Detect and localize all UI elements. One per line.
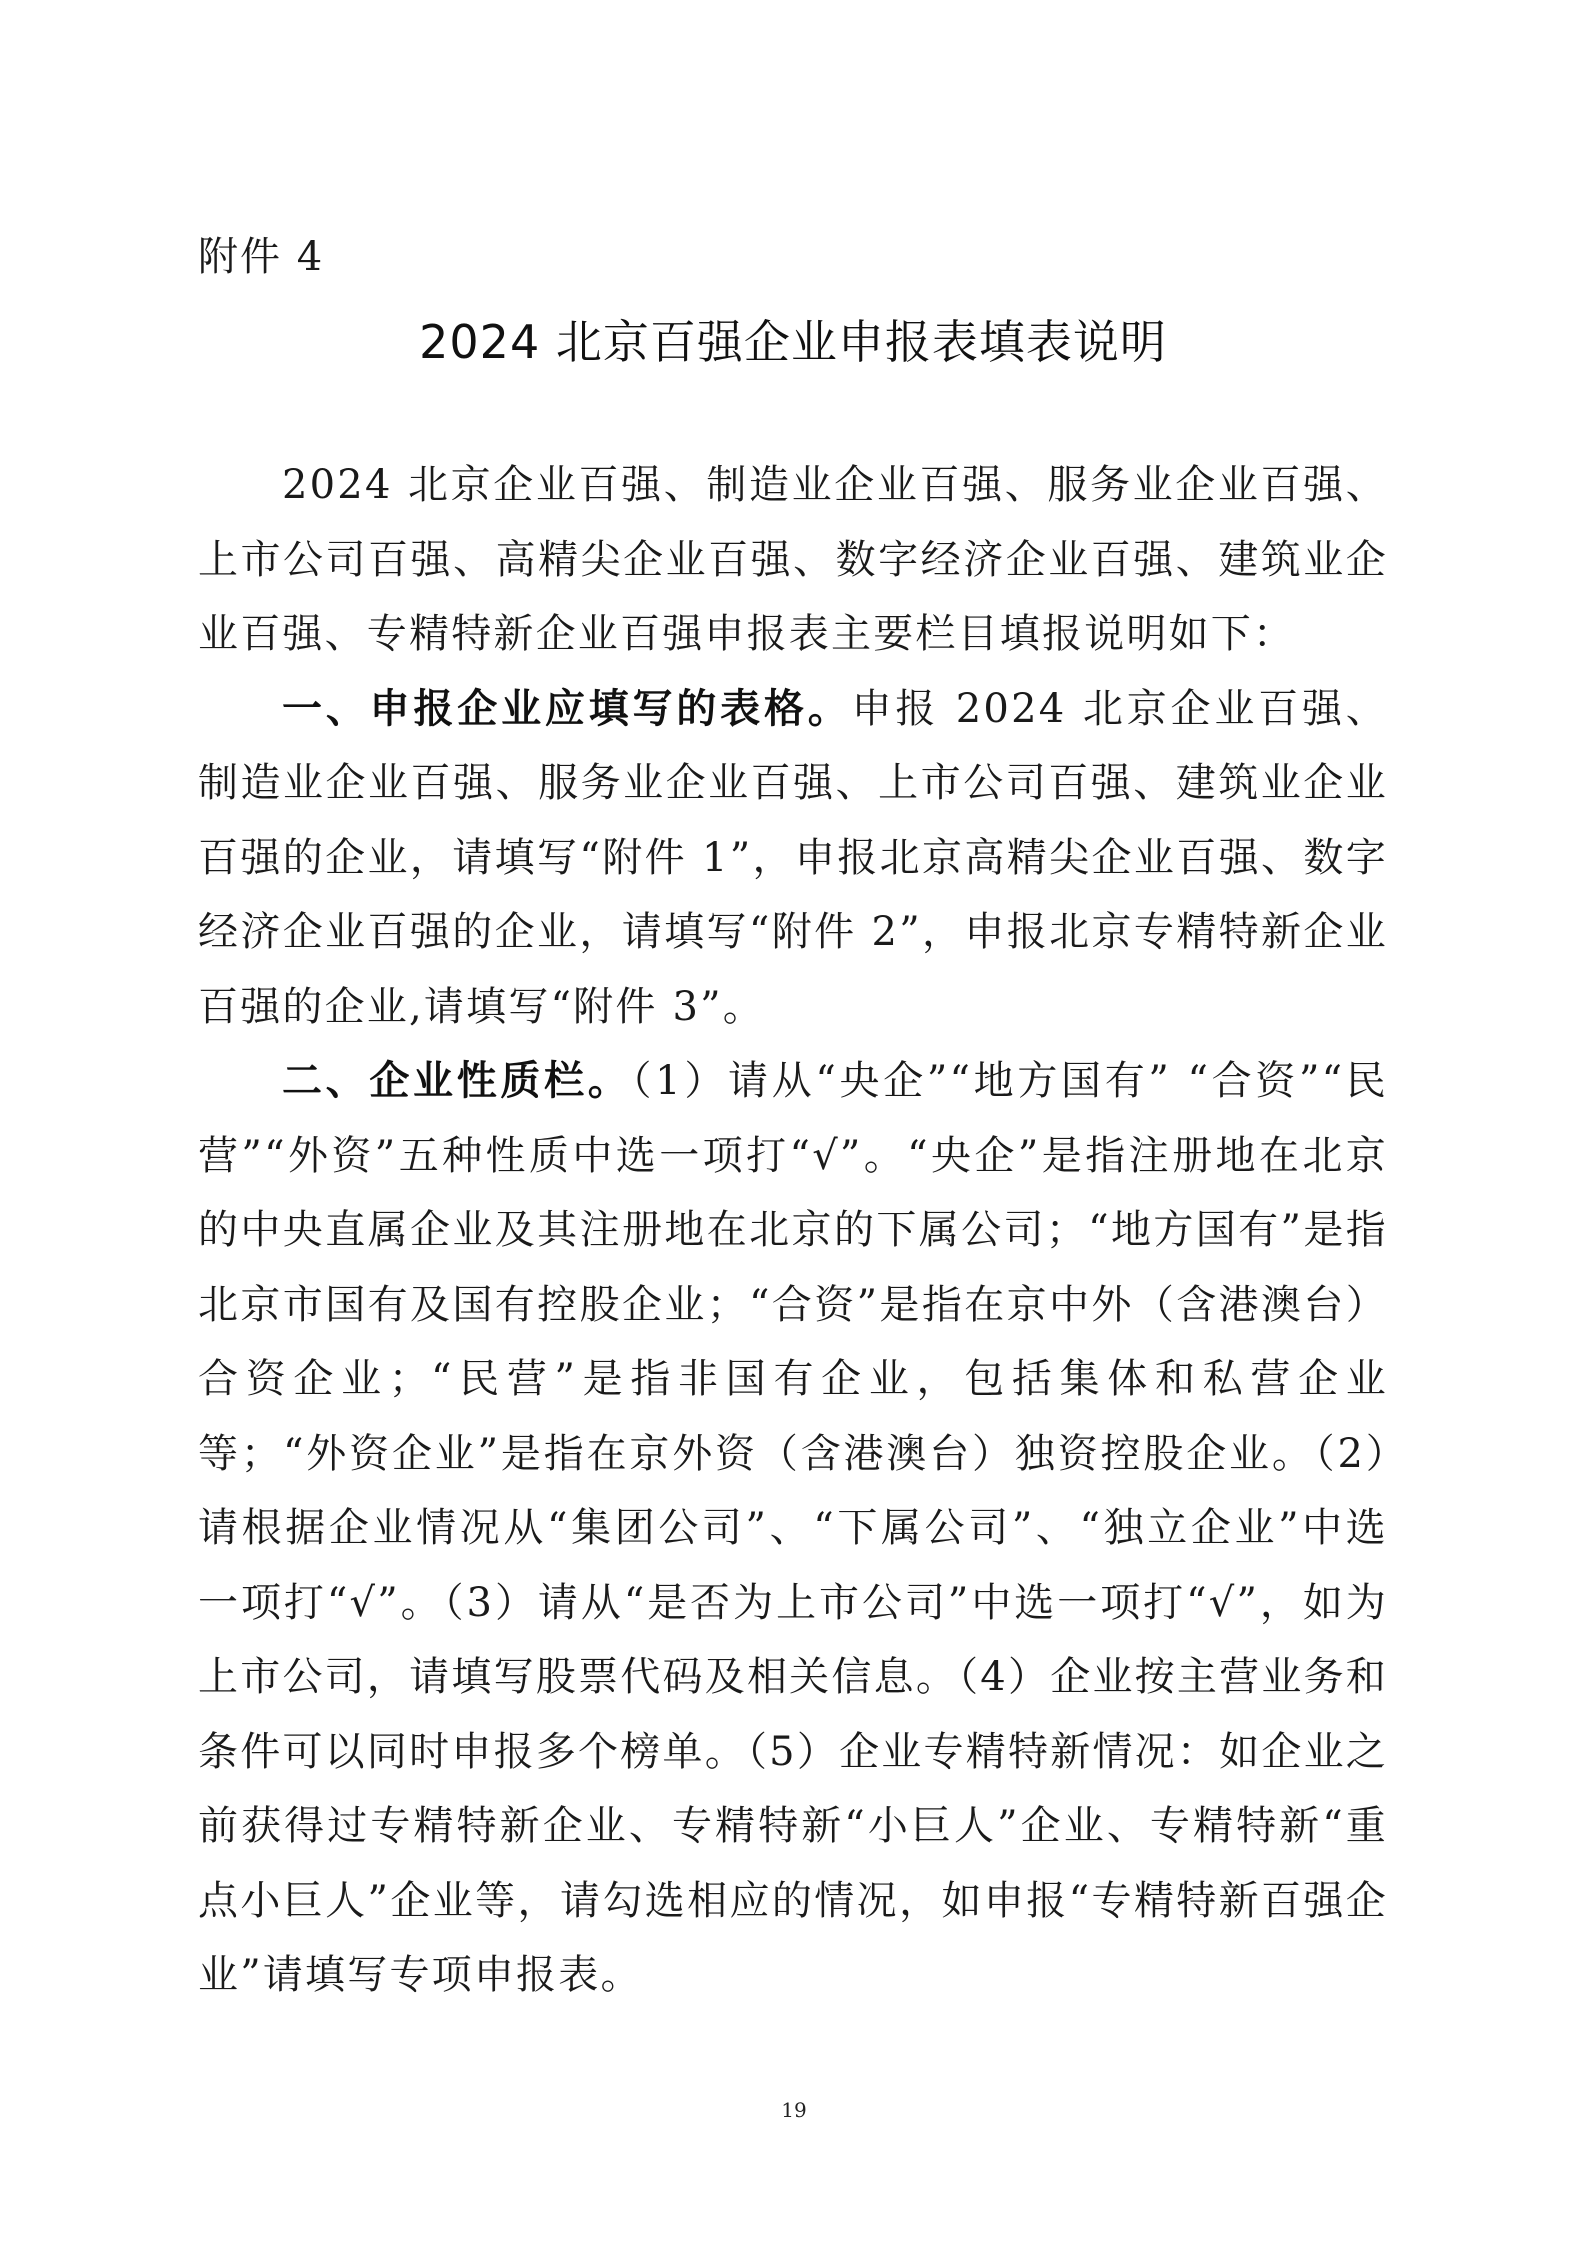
section-1-heading: 一、申报企业应填写的表格。 [282, 685, 852, 732]
section-2-paragraph [198, 1044, 1388, 2013]
paragraph-text: 2024 北京企业百强、制造业企业百强、服务业企业百强、上市公司百强、高精尖企业百强、数字经济企业百强、建筑业企业百强、专精特新企业百强申报表主要栏目填报说明如下： [198, 462, 1388, 657]
document-body [198, 448, 1388, 2013]
document-title: 2024 北京百强企业申报表填表说明 [419, 315, 1167, 369]
section-1-text: 申报 2024 北京企业百强、制造业企业百强、服务业企业百强、上市公司百强、建筑业企业百强的企业，请填写“附件 1”，申报北京高精尖企业百强、数字经济企业百强的企业，请填写“附件 2”，申报北京专精特新企业百强的企业,请填写“附件 3”。 [198, 685, 1388, 1030]
intro-paragraph [198, 448, 1388, 672]
section-1-paragraph [198, 672, 1388, 1045]
section-2-heading: 二、企业性质栏。 [282, 1058, 632, 1104]
section-2-text: （1）请从“央企”“地方国有” “合资”“民营”“外资”五种性质中选一项打“√”。“央企”是指注册地在北京的中央直属企业及其注册地在北京的下属公司；“地方国有”是指北京市国有及国有控股企业；“合资”是指在京中外（含港澳台）合资企业；“民营”是指非国有企业，包括集体和私营企业等；“外资企业”是指在京外资（含港澳台）独资控股企业。（2）请根据企业情况从“集团公司”、“下属公司”、“独立企业”中选一项打“√”。（3）请从“是否为上市公司”中选一项打“√”，如为上市公司，请填写股票代码及相关信息。（4）企业按主营业务和条件可以同时申报多个榜单。（5）企业专精特新情况：如企业之前获得过专精特新企业、专精特新“小巨人”企业、专精特新“重点小巨人”企业等，请勾选相应的情况，如申报“专精特新百强企业”请填写专项申报表。 [198, 1058, 1388, 1998]
page-number: 19 [781, 2098, 807, 2122]
attachment-label: 附件 4 [198, 234, 325, 280]
